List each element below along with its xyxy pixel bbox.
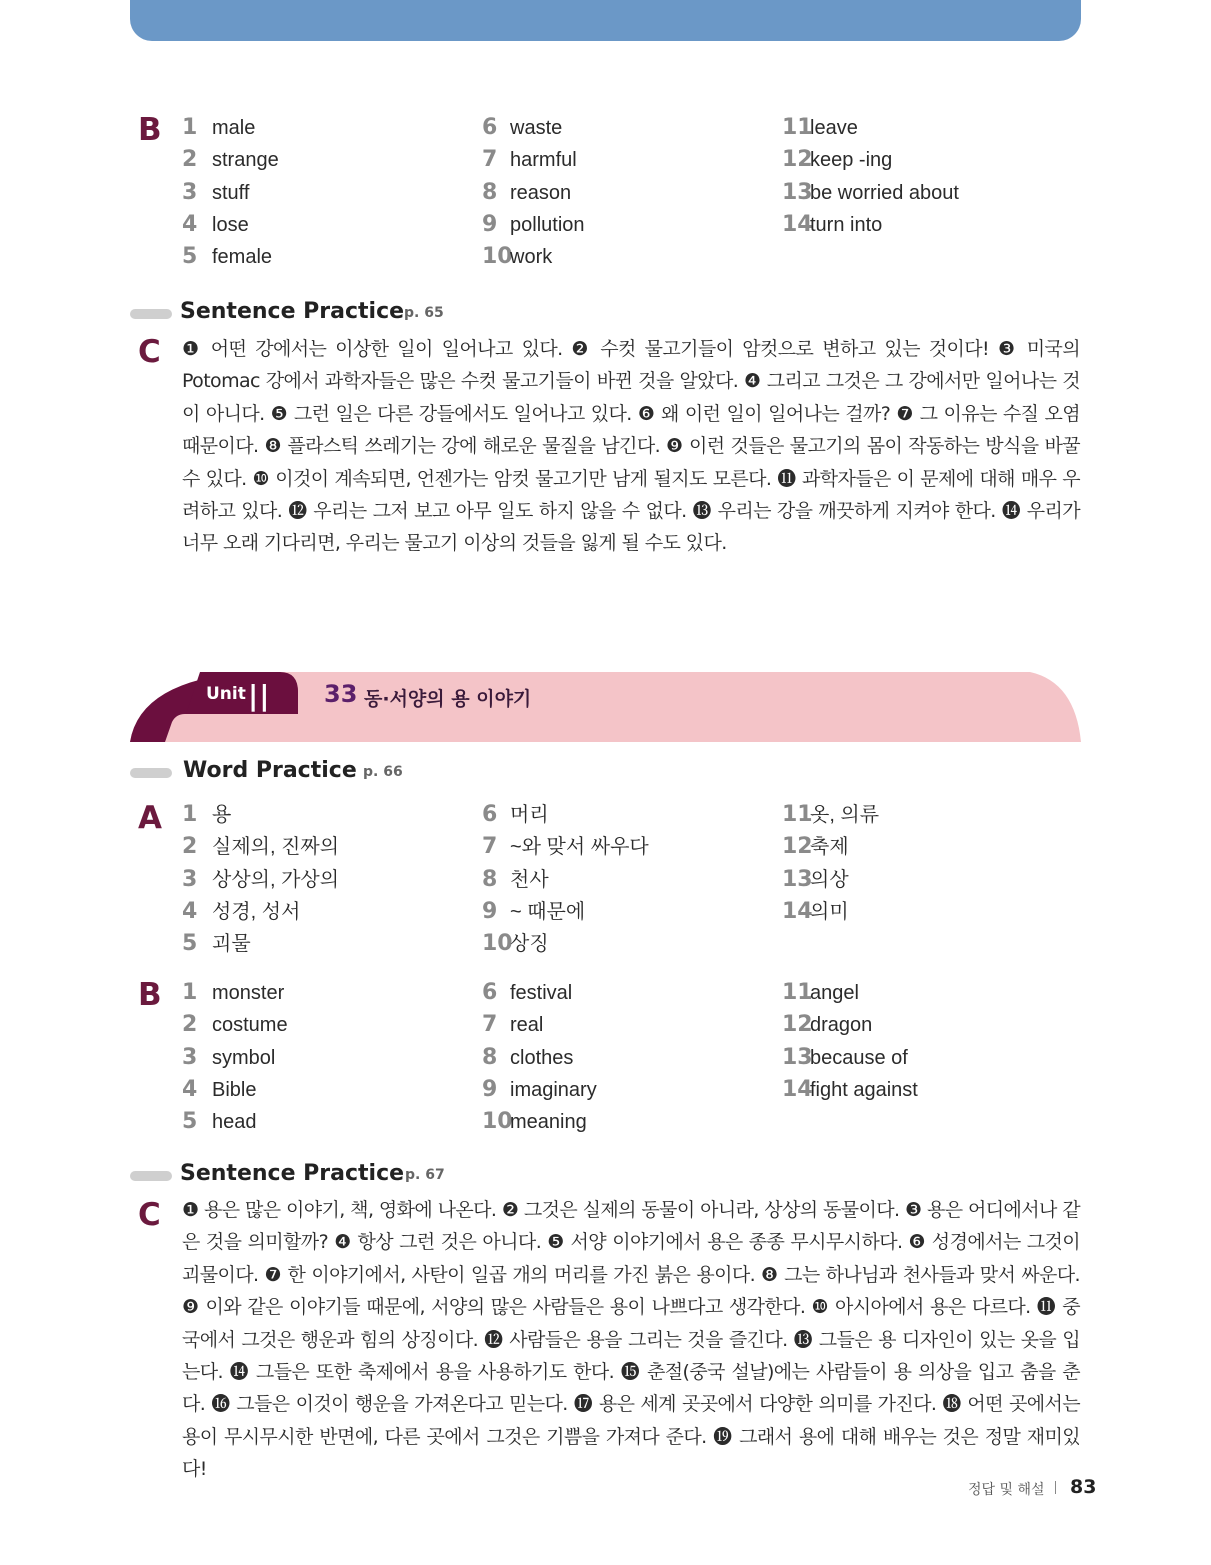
word-item bbox=[782, 896, 1072, 928]
word-item bbox=[182, 1009, 472, 1041]
word-item bbox=[482, 177, 772, 209]
word-item bbox=[482, 864, 772, 896]
word-number: 5 bbox=[182, 931, 198, 957]
word-list-a bbox=[182, 799, 1082, 969]
word-text: 상상의, 가상의 bbox=[212, 868, 340, 891]
word-text: waste bbox=[510, 117, 563, 139]
word-number: 4 bbox=[182, 898, 198, 924]
word-text: meaning bbox=[510, 1111, 587, 1134]
word-text: ~ 때문에 bbox=[510, 900, 586, 923]
word-text: strange bbox=[212, 149, 279, 172]
word-item bbox=[782, 209, 1072, 241]
section-pill bbox=[130, 309, 172, 319]
sentence-translation: ❶ 용은 많은 이야기, 책, 영화에 나온다. ❷ 그것은 실제의 동물이 아니라, 상상의 동물이다. ❸ 용은 어디에서나 같은 것을 의미할까? ❹ 항상 그런 것은 아니다. ❺ 서양 이야기에서 용은 종종 무시무시하다. ❻ 성경에서는 그것이 괴물이다. ❼ 한 이야기에서, 사탄이 일곱 개의 머리를 가진 붉은 용이다. ❽ 그는 하나님과 천사들과 맞서 싸운다. ❾ 이와 같은 이야기들 때문에, 서양의 많은 사람들은 용이 나쁘다고 생각한다. ❿ 아시아에서 용은 다르다. ⓫ 중국에서 그것은 행운과 힘의 상징이다. ⓬ 사람들은 용을 그리는 것을 즐긴다. ⓭ 그들은 용 디자인이 있는 옷을 입는다. ⓮ 그들은 또한 축제에서 용을 사용하기도 한다. ⓯ 춘절(중국 설날)에는 사람들이 용 의상을 입고 춤을 춘다. ⓰ 그들은 이것이 행운을 가져온다고 믿는다. ⓱ 용은 세계 곳곳에서 다양한 의미를 가진다. ⓲ 어떤 곳에서는 용이 무시무시한 반면에, 다른 곳에서 그것은 기쁨을 가져다 준다. ⓳ 그래서 용에 대해 배우는 것은 정말 재미있다! bbox=[182, 1199, 1080, 1481]
word-text: 괴물 bbox=[212, 933, 251, 956]
word-text: Bible bbox=[212, 1078, 257, 1101]
word-number: 13 bbox=[782, 179, 813, 205]
section-pill bbox=[130, 768, 172, 778]
word-text: leave bbox=[810, 117, 858, 139]
word-number: 11 bbox=[782, 115, 813, 140]
section-title: Word Practice bbox=[183, 758, 357, 783]
word-text: turn into bbox=[810, 213, 883, 236]
word-text: keep -ing bbox=[810, 149, 893, 172]
word-item bbox=[182, 1106, 472, 1138]
section-letter-a: A bbox=[138, 800, 162, 836]
word-text: 용 bbox=[212, 804, 232, 826]
word-item bbox=[482, 241, 772, 273]
top-banner bbox=[130, 0, 1081, 41]
word-text: lose bbox=[212, 213, 249, 236]
section-letter-b: B bbox=[138, 977, 162, 1013]
section-page-ref: p. 66 bbox=[363, 764, 403, 780]
word-column bbox=[482, 977, 772, 1138]
word-item bbox=[182, 241, 472, 273]
word-list-b-2 bbox=[182, 977, 1082, 1147]
word-item bbox=[482, 1042, 772, 1074]
section-title: Sentence Practice bbox=[180, 1161, 405, 1186]
word-number: 10 bbox=[482, 244, 513, 270]
word-number: 5 bbox=[182, 1109, 198, 1135]
word-text: 상징 bbox=[510, 933, 549, 956]
word-number: 6 bbox=[482, 980, 498, 1005]
footer-divider bbox=[1055, 1481, 1056, 1494]
word-item bbox=[182, 864, 472, 896]
word-number: 1 bbox=[182, 802, 198, 827]
word-number: 6 bbox=[482, 115, 498, 140]
unit-label: Unit bbox=[206, 684, 246, 704]
word-item bbox=[182, 896, 472, 928]
word-item bbox=[482, 209, 772, 241]
word-column bbox=[782, 799, 1072, 928]
word-item bbox=[782, 177, 1072, 209]
word-item bbox=[182, 209, 472, 241]
word-text: angel bbox=[810, 982, 859, 1004]
word-number: 14 bbox=[782, 1076, 813, 1102]
word-text: 축제 bbox=[810, 836, 849, 859]
word-item bbox=[482, 144, 772, 176]
word-item bbox=[782, 977, 1072, 1009]
word-text: monster bbox=[212, 982, 285, 1004]
section-letter-b: B bbox=[138, 112, 162, 148]
word-column bbox=[482, 799, 772, 960]
word-column bbox=[182, 112, 472, 273]
word-number: 8 bbox=[482, 1044, 498, 1070]
page-number: 83 bbox=[1070, 1476, 1097, 1498]
word-column bbox=[182, 799, 472, 960]
word-text: 의미 bbox=[810, 900, 849, 923]
word-item bbox=[782, 112, 1072, 144]
word-number: 9 bbox=[482, 1076, 498, 1102]
word-item bbox=[482, 896, 772, 928]
word-number: 9 bbox=[482, 211, 498, 237]
word-item bbox=[782, 831, 1072, 863]
word-text: 천사 bbox=[510, 868, 549, 891]
word-item bbox=[482, 1009, 772, 1041]
word-number: 7 bbox=[482, 1012, 498, 1038]
word-text: harmful bbox=[510, 149, 577, 172]
unit-number-mark: || bbox=[248, 679, 271, 712]
word-item bbox=[182, 177, 472, 209]
word-list-b-1 bbox=[182, 112, 1082, 282]
word-number: 12 bbox=[782, 1012, 813, 1038]
word-item bbox=[182, 928, 472, 960]
word-number: 8 bbox=[482, 866, 498, 892]
word-item bbox=[482, 831, 772, 863]
word-text: 옷, 의류 bbox=[810, 804, 880, 826]
footer-label: 정답 및 해설 bbox=[968, 1482, 1045, 1498]
word-item bbox=[782, 144, 1072, 176]
word-number: 2 bbox=[182, 147, 198, 173]
word-item bbox=[182, 831, 472, 863]
word-number: 4 bbox=[182, 1076, 198, 1102]
word-number: 12 bbox=[782, 834, 813, 860]
word-item bbox=[482, 1074, 772, 1106]
word-number: 9 bbox=[482, 898, 498, 924]
lesson-number: 33 bbox=[324, 680, 358, 708]
word-text: reason bbox=[510, 181, 572, 204]
word-number: 13 bbox=[782, 1044, 813, 1070]
word-item bbox=[182, 799, 472, 831]
word-text: stuff bbox=[212, 181, 250, 204]
word-number: 13 bbox=[782, 866, 813, 892]
word-text: because of bbox=[810, 1046, 908, 1069]
word-number: 14 bbox=[782, 898, 813, 924]
word-number: 12 bbox=[782, 147, 813, 173]
word-text: 의상 bbox=[810, 868, 849, 891]
word-number: 11 bbox=[782, 802, 813, 827]
word-item bbox=[182, 112, 472, 144]
word-item bbox=[482, 799, 772, 831]
word-item bbox=[482, 928, 772, 960]
word-item bbox=[182, 144, 472, 176]
word-text: dragon bbox=[810, 1014, 873, 1037]
word-text: 실제의, 진짜의 bbox=[212, 836, 340, 859]
word-item bbox=[182, 1042, 472, 1074]
word-column bbox=[782, 112, 1072, 241]
word-number: 2 bbox=[182, 1012, 198, 1038]
unit-banner bbox=[130, 672, 1081, 742]
word-column bbox=[782, 977, 1072, 1106]
word-number: 14 bbox=[782, 211, 813, 237]
word-number: 3 bbox=[182, 179, 198, 205]
word-text: festival bbox=[510, 982, 573, 1004]
section-title: Sentence Practice bbox=[180, 299, 405, 324]
word-text: male bbox=[212, 117, 256, 139]
word-number: 8 bbox=[482, 179, 498, 205]
word-text: be worried about bbox=[810, 181, 959, 204]
word-number: 10 bbox=[482, 931, 513, 957]
word-text: 머리 bbox=[510, 804, 549, 826]
word-column bbox=[182, 977, 472, 1138]
word-number: 2 bbox=[182, 834, 198, 860]
word-text: real bbox=[510, 1014, 544, 1037]
word-number: 11 bbox=[782, 980, 813, 1005]
word-text: clothes bbox=[510, 1046, 574, 1069]
word-item bbox=[782, 864, 1072, 896]
section-pill bbox=[130, 1171, 172, 1181]
word-text: fight against bbox=[810, 1078, 918, 1101]
word-number: 5 bbox=[182, 244, 198, 270]
word-text: imaginary bbox=[510, 1078, 597, 1101]
word-text: costume bbox=[212, 1014, 288, 1037]
section-page-ref: p. 65 bbox=[404, 305, 444, 321]
word-text: 성경, 성서 bbox=[212, 900, 301, 923]
word-item bbox=[482, 977, 772, 1009]
word-item bbox=[182, 1074, 472, 1106]
word-item bbox=[782, 1009, 1072, 1041]
word-number: 1 bbox=[182, 115, 198, 140]
word-text: ~와 맞서 싸우다 bbox=[510, 836, 649, 859]
word-number: 4 bbox=[182, 211, 198, 237]
word-number: 7 bbox=[482, 147, 498, 173]
word-item bbox=[182, 977, 472, 1009]
word-column bbox=[482, 112, 772, 273]
word-number: 10 bbox=[482, 1109, 513, 1135]
word-number: 7 bbox=[482, 834, 498, 860]
sentence-translation: ❶ 어떤 강에서는 이상한 일이 일어나고 있다. ❷ 수컷 물고기들이 암컷으로 변하고 있는 것이다! ❸ 미국의 Potomac 강에서 과학자들은 많은 수컷 물고기들이 바뀐 것을 알았다. ❹ 그리고 그것은 그 강에서만 일어나는 것이 아니다. ❺ 그런 일은 다른 강들에서도 일어나고 있다. ❻ 왜 이런 일이 일어나는 걸까? ❼ 그 이유는 수질 오염 때문이다. ❽ 플라스틱 쓰레기는 강에 해로운 물질을 남긴다. ❾ 이런 것들은 물고기의 몸이 작동하는 방식을 바꿀 수 있다. ❿ 이것이 계속되면, 언젠가는 암컷 물고기만 남게 될지도 모른다. ⓫ 과학자들은 이 문제에 대해 매우 우려하고 있다. ⓬ 우리는 그저 보고 아무 일도 하지 않을 수 없다. ⓭ 우리는 강을 깨끗하게 지켜야 한다. ⓮ 우리가 너무 오래 기다리면, 우리는 물고기 이상의 것들을 잃게 될 수도 있다. bbox=[182, 338, 1080, 555]
word-item bbox=[782, 1074, 1072, 1106]
word-number: 3 bbox=[182, 866, 198, 892]
word-text: work bbox=[510, 246, 553, 269]
word-number: 6 bbox=[482, 802, 498, 827]
section-letter-c: C bbox=[138, 1197, 161, 1233]
word-number: 3 bbox=[182, 1044, 198, 1070]
word-item bbox=[482, 112, 772, 144]
word-text: head bbox=[212, 1111, 257, 1134]
word-text: female bbox=[212, 246, 273, 269]
word-item bbox=[782, 799, 1072, 831]
lesson-title: 동·서양의 용 이야기 bbox=[364, 688, 532, 710]
word-text: symbol bbox=[212, 1046, 276, 1069]
word-text: pollution bbox=[510, 213, 585, 236]
word-number: 1 bbox=[182, 980, 198, 1005]
word-item bbox=[482, 1106, 772, 1138]
section-page-ref: p. 67 bbox=[405, 1167, 445, 1183]
word-item bbox=[782, 1042, 1072, 1074]
section-letter-c: C bbox=[138, 334, 161, 370]
